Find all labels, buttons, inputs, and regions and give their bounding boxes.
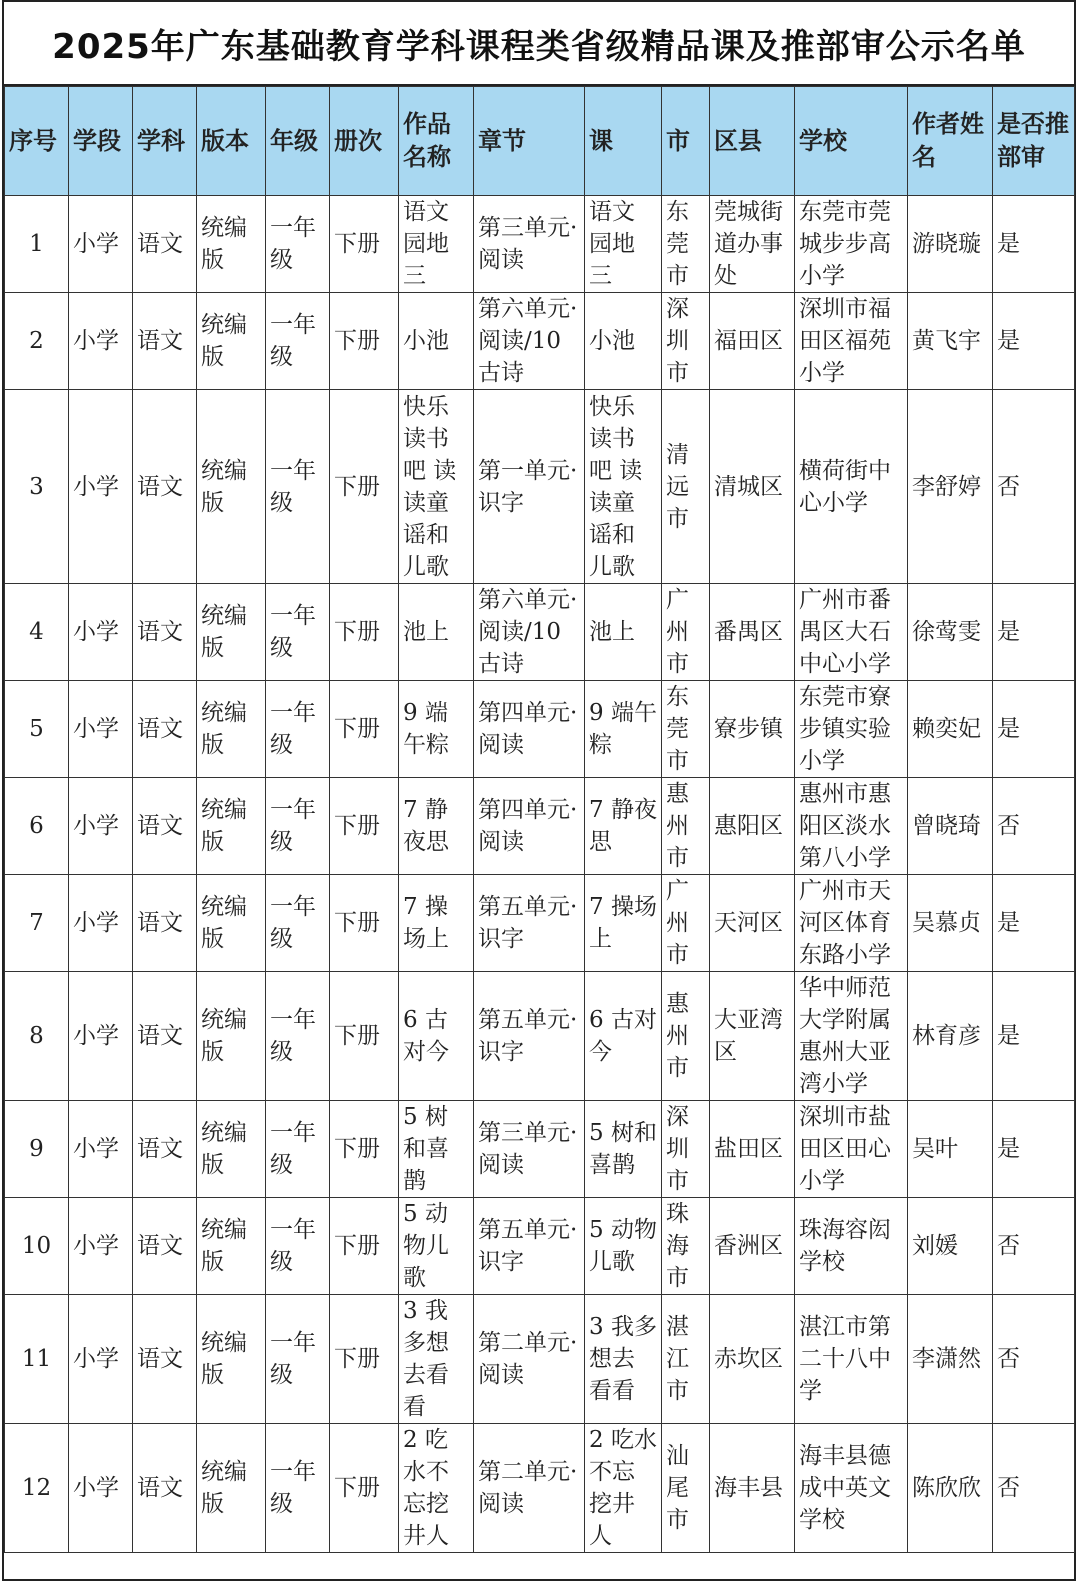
table-cell: 深圳市 <box>662 1101 710 1198</box>
table-cell: 第四单元·阅读 <box>474 681 585 778</box>
table-cell: 一年级 <box>266 972 330 1101</box>
table-cell: 惠阳区 <box>710 778 795 875</box>
table-cell: 2 吃水不忘挖井人 <box>585 1424 662 1553</box>
table-cell: 统编版 <box>197 875 266 972</box>
table-cell: 小学 <box>69 1424 133 1553</box>
table-cell: 统编版 <box>197 778 266 875</box>
table-cell: 3 <box>5 390 69 584</box>
table-cell: 小学 <box>69 293 133 390</box>
table-cell: 下册 <box>330 196 399 293</box>
table-cell: 广州市 <box>662 584 710 681</box>
table-cell: 小学 <box>69 1295 133 1424</box>
table-cell: 一年级 <box>266 293 330 390</box>
table-cell: 一年级 <box>266 584 330 681</box>
header-cell: 学段 <box>69 87 133 196</box>
header-cell: 学校 <box>795 87 908 196</box>
table-cell: 深圳市福田区福苑小学 <box>795 293 908 390</box>
table-cell: 语文 <box>133 972 197 1101</box>
table-row <box>5 1198 1075 1295</box>
table-cell: 语文 <box>133 1424 197 1553</box>
table-cell: 第六单元·阅读/10古诗 <box>474 293 585 390</box>
table-cell: 曾晓琦 <box>908 778 993 875</box>
table-cell: 东莞市 <box>662 196 710 293</box>
table-cell: 下册 <box>330 1295 399 1424</box>
header-cell: 作品名称 <box>399 87 474 196</box>
table-cell: 5 树和喜鹊 <box>399 1101 474 1198</box>
table-cell: 4 <box>5 584 69 681</box>
table-cell: 吴叶 <box>908 1101 993 1198</box>
header-cell: 作者姓名 <box>908 87 993 196</box>
table-cell: 湛江市 <box>662 1295 710 1424</box>
table-cell: 统编版 <box>197 1198 266 1295</box>
table-cell: 下册 <box>330 1424 399 1553</box>
table-cell: 横荷街中心小学 <box>795 390 908 584</box>
table-cell: 一年级 <box>266 875 330 972</box>
table-cell: 小学 <box>69 875 133 972</box>
table-cell: 5 <box>5 681 69 778</box>
table-cell: 林育彦 <box>908 972 993 1101</box>
table-cell: 惠州市 <box>662 972 710 1101</box>
table-cell: 一年级 <box>266 196 330 293</box>
table-cell: 小学 <box>69 681 133 778</box>
table-cell: 快乐读书吧 读读童谣和儿歌 <box>399 390 474 584</box>
table-cell: 语文 <box>133 681 197 778</box>
table-cell: 统编版 <box>197 584 266 681</box>
table-cell: 语文 <box>133 390 197 584</box>
table-cell: 广州市番禺区大石中心小学 <box>795 584 908 681</box>
table-cell: 6 古对今 <box>399 972 474 1101</box>
table-cell: 8 <box>5 972 69 1101</box>
table-cell: 11 <box>5 1295 69 1424</box>
table-cell: 第五单元·识字 <box>474 972 585 1101</box>
table-cell: 第二单元·阅读 <box>474 1424 585 1553</box>
table-row <box>5 196 1075 293</box>
table-row <box>5 584 1075 681</box>
table-cell: 珠海容闳学校 <box>795 1198 908 1295</box>
table-cell: 池上 <box>585 584 662 681</box>
table-cell: 香洲区 <box>710 1198 795 1295</box>
header-cell: 册次 <box>330 87 399 196</box>
table-cell: 清城区 <box>710 390 795 584</box>
table-cell: 吴慕贞 <box>908 875 993 972</box>
table-cell: 天河区 <box>710 875 795 972</box>
header-cell: 版本 <box>197 87 266 196</box>
table-cell: 寮步镇 <box>710 681 795 778</box>
table-cell: 第四单元·阅读 <box>474 778 585 875</box>
table-cell: 12 <box>5 1424 69 1553</box>
table-cell: 盐田区 <box>710 1101 795 1198</box>
table-cell: 下册 <box>330 1198 399 1295</box>
table-cell: 游晓璇 <box>908 196 993 293</box>
table-cell: 语文 <box>133 778 197 875</box>
table-cell: 清远市 <box>662 390 710 584</box>
table-cell: 语文园地三 <box>399 196 474 293</box>
table-cell: 是 <box>993 681 1075 778</box>
table-cell: 7 <box>5 875 69 972</box>
table-cell: 语文 <box>133 196 197 293</box>
table-cell: 语文 <box>133 875 197 972</box>
table-cell: 珠海市 <box>662 1198 710 1295</box>
table-cell: 小池 <box>585 293 662 390</box>
table-cell: 汕尾市 <box>662 1424 710 1553</box>
table-cell: 7 静夜思 <box>585 778 662 875</box>
table-cell: 2 <box>5 293 69 390</box>
table-cell: 统编版 <box>197 293 266 390</box>
table-cell: 7 静夜思 <box>399 778 474 875</box>
table-cell: 徐莺雯 <box>908 584 993 681</box>
table-cell: 下册 <box>330 778 399 875</box>
table-cell: 下册 <box>330 681 399 778</box>
table-cell: 福田区 <box>710 293 795 390</box>
table-cell: 小池 <box>399 293 474 390</box>
table-cell: 语文 <box>133 1198 197 1295</box>
table-cell: 3 我多想去看看 <box>399 1295 474 1424</box>
table-cell: 是 <box>993 293 1075 390</box>
table-cell: 统编版 <box>197 972 266 1101</box>
table-body <box>5 196 1075 1553</box>
header-row <box>5 87 1075 196</box>
table-cell: 第一单元·识字 <box>474 390 585 584</box>
table-cell: 语文园地三 <box>585 196 662 293</box>
table-cell: 一年级 <box>266 1101 330 1198</box>
table-cell: 李舒婷 <box>908 390 993 584</box>
table-cell: 下册 <box>330 584 399 681</box>
table-cell: 赖奕妃 <box>908 681 993 778</box>
table-cell: 海丰县 <box>710 1424 795 1553</box>
table-cell: 小学 <box>69 1101 133 1198</box>
header-cell: 课 <box>585 87 662 196</box>
table-cell: 否 <box>993 1198 1075 1295</box>
table-cell: 大亚湾区 <box>710 972 795 1101</box>
table-cell: 小学 <box>69 584 133 681</box>
table-cell: 第三单元·阅读 <box>474 196 585 293</box>
results-table <box>4 86 1075 1553</box>
table-cell: 小学 <box>69 390 133 584</box>
table-cell: 是 <box>993 972 1075 1101</box>
table-cell: 7 操场上 <box>399 875 474 972</box>
table-cell: 下册 <box>330 875 399 972</box>
table-cell: 5 树和喜鹊 <box>585 1101 662 1198</box>
table-cell: 小学 <box>69 1198 133 1295</box>
table-cell: 广州市天河区体育东路小学 <box>795 875 908 972</box>
table-row <box>5 681 1075 778</box>
table-cell: 李潇然 <box>908 1295 993 1424</box>
table-cell: 语文 <box>133 1295 197 1424</box>
table-cell: 9 端午粽 <box>585 681 662 778</box>
table-cell: 广州市 <box>662 875 710 972</box>
table-cell: 否 <box>993 1424 1075 1553</box>
table-cell: 池上 <box>399 584 474 681</box>
table-cell: 惠州市惠阳区淡水第八小学 <box>795 778 908 875</box>
table-cell: 第五单元·识字 <box>474 875 585 972</box>
table-cell: 一年级 <box>266 390 330 584</box>
table-cell: 10 <box>5 1198 69 1295</box>
table-cell: 一年级 <box>266 681 330 778</box>
table-cell: 第六单元·阅读/10古诗 <box>474 584 585 681</box>
header-cell: 市 <box>662 87 710 196</box>
table-row <box>5 1101 1075 1198</box>
table-row <box>5 390 1075 584</box>
table-cell: 湛江市第二十八中学 <box>795 1295 908 1424</box>
table-cell: 否 <box>993 390 1075 584</box>
table-cell: 6 古对今 <box>585 972 662 1101</box>
table-cell: 第二单元·阅读 <box>474 1295 585 1424</box>
table-cell: 陈欣欣 <box>908 1424 993 1553</box>
table-cell: 7 操场上 <box>585 875 662 972</box>
table-cell: 第五单元·识字 <box>474 1198 585 1295</box>
header-cell: 序号 <box>5 87 69 196</box>
table-row <box>5 293 1075 390</box>
table-cell: 东莞市莞城步步高小学 <box>795 196 908 293</box>
table-cell: 华中师范大学附属惠州大亚湾小学 <box>795 972 908 1101</box>
table-cell: 第三单元·阅读 <box>474 1101 585 1198</box>
table-cell: 下册 <box>330 972 399 1101</box>
table-cell: 一年级 <box>266 1295 330 1424</box>
table-cell: 统编版 <box>197 1424 266 1553</box>
document-sheet <box>2 0 1076 1581</box>
table-cell: 统编版 <box>197 681 266 778</box>
table-cell: 统编版 <box>197 1101 266 1198</box>
table-cell: 统编版 <box>197 390 266 584</box>
table-row <box>5 972 1075 1101</box>
table-row <box>5 875 1075 972</box>
table-cell: 是 <box>993 196 1075 293</box>
table-cell: 小学 <box>69 196 133 293</box>
header-cell: 是否推部审 <box>993 87 1075 196</box>
table-cell: 9 端午粽 <box>399 681 474 778</box>
table-row <box>5 1424 1075 1553</box>
table-row <box>5 778 1075 875</box>
table-cell: 深圳市 <box>662 293 710 390</box>
table-cell: 1 <box>5 196 69 293</box>
table-cell: 语文 <box>133 1101 197 1198</box>
table-cell: 一年级 <box>266 1424 330 1553</box>
header-cell: 年级 <box>266 87 330 196</box>
table-cell: 快乐读书吧 读读童谣和儿歌 <box>585 390 662 584</box>
table-cell: 深圳市盐田区田心小学 <box>795 1101 908 1198</box>
table-cell: 2 吃水不忘挖井人 <box>399 1424 474 1553</box>
table-cell: 黄飞宇 <box>908 293 993 390</box>
table-cell: 赤坎区 <box>710 1295 795 1424</box>
table-cell: 否 <box>993 1295 1075 1424</box>
table-cell: 5 动物儿歌 <box>585 1198 662 1295</box>
page-title: 2025年广东基础教育学科课程类省级精品课及推部审公示名单 <box>4 2 1074 86</box>
table-cell: 否 <box>993 778 1075 875</box>
table-cell: 东莞市寮步镇实验小学 <box>795 681 908 778</box>
table-cell: 惠州市 <box>662 778 710 875</box>
table-cell: 统编版 <box>197 1295 266 1424</box>
header-cell: 区县 <box>710 87 795 196</box>
table-cell: 下册 <box>330 1101 399 1198</box>
table-cell: 语文 <box>133 293 197 390</box>
table-cell: 是 <box>993 875 1075 972</box>
table-cell: 刘媛 <box>908 1198 993 1295</box>
table-cell: 一年级 <box>266 1198 330 1295</box>
table-cell: 下册 <box>330 390 399 584</box>
table-cell: 小学 <box>69 972 133 1101</box>
table-cell: 统编版 <box>197 196 266 293</box>
table-cell: 一年级 <box>266 778 330 875</box>
table-cell: 是 <box>993 584 1075 681</box>
table-cell: 莞城街道办事处 <box>710 196 795 293</box>
table-cell: 东莞市 <box>662 681 710 778</box>
table-cell: 是 <box>993 1101 1075 1198</box>
table-row <box>5 1295 1075 1424</box>
table-cell: 下册 <box>330 293 399 390</box>
table-cell: 5 动物儿歌 <box>399 1198 474 1295</box>
header-cell: 章节 <box>474 87 585 196</box>
table-cell: 9 <box>5 1101 69 1198</box>
table-cell: 海丰县德成中英文学校 <box>795 1424 908 1553</box>
table-cell: 语文 <box>133 584 197 681</box>
header-cell: 学科 <box>133 87 197 196</box>
table-cell: 番禺区 <box>710 584 795 681</box>
table-cell: 3 我多想去看看 <box>585 1295 662 1424</box>
table-cell: 6 <box>5 778 69 875</box>
table-cell: 小学 <box>69 778 133 875</box>
